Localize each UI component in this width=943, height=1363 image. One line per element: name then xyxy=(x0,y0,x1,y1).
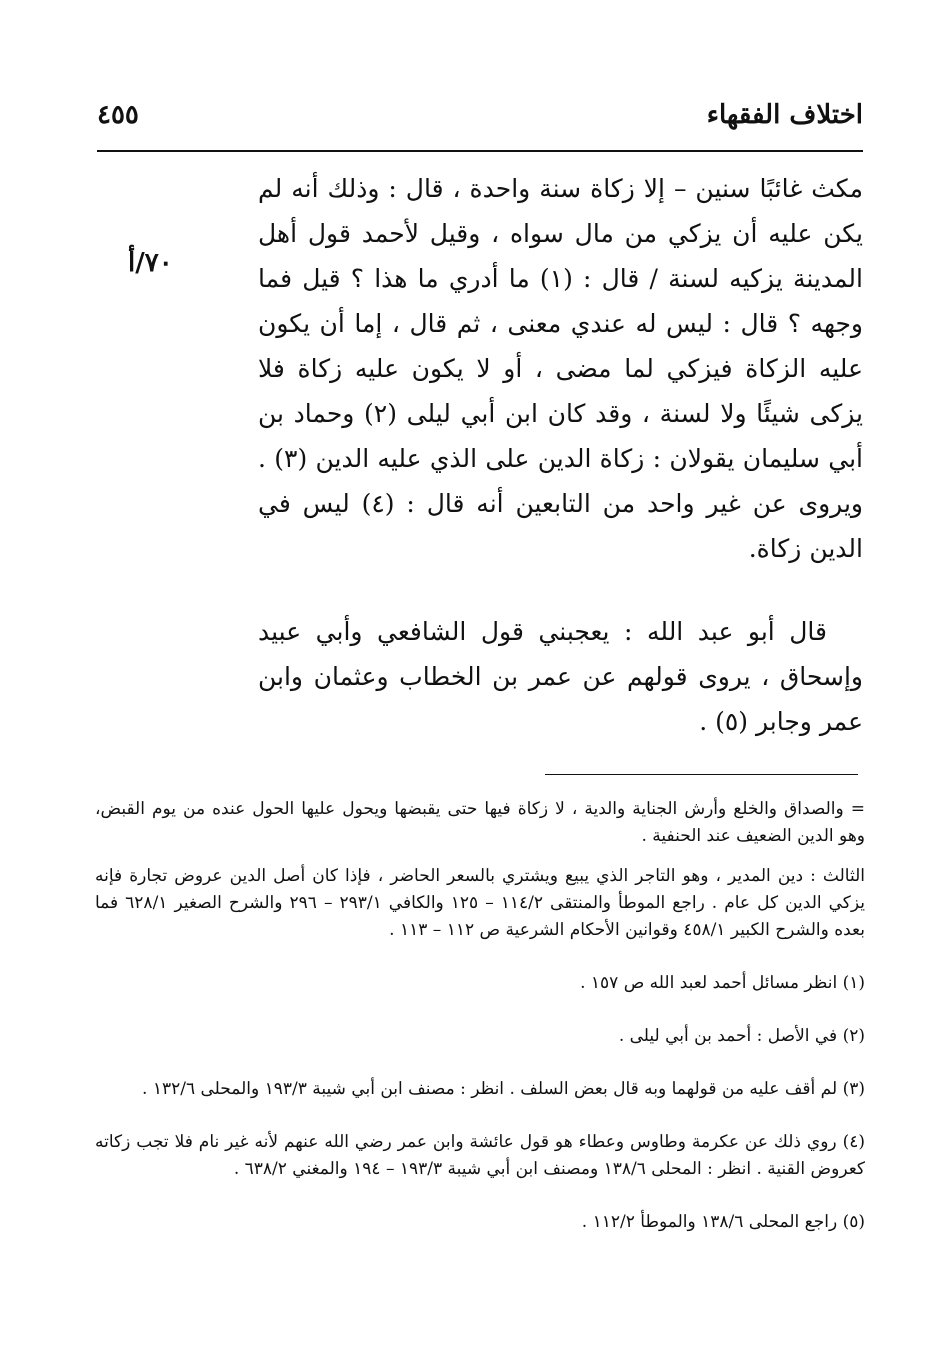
body-paragraph-2: قال أبو عبد الله : يعجبني قول الشافعي وأبي عبيد وإسحاق ، يروى قولهم عن عمر بن الخطاب وعثمان وابن عمر وجابر (٥) . xyxy=(258,617,863,736)
footnote-2: (٢) في الأصل : أحمد بن أبي ليلى . xyxy=(618,1026,865,1046)
footnote-1: (١) انظر مسائل أحمد لعبد الله ص ١٥٧ . xyxy=(580,973,865,993)
footnote-divider xyxy=(545,774,858,775)
footnote-continuation-third: الثالث : دين المدير ، وهو التاجر الذي يبيع ويشتري بالسعر الحاضر ، فإذا كان أصل الدين عروض تجارة فإنه يزكي الدين كل عام . راجع الموطأ والمنتقى ١١٤/٢ – ١٢٥ والكافي ٢٩٣/١ – ٢٩٦ والشرح الصغير ٦٢٨/١ فما بعده والشرح الكبير ٤٥٨/١ وقوانين الأحكام الشرعية ص ١١٢ – ١١٣ . xyxy=(95,866,865,940)
header-divider xyxy=(97,150,863,152)
page-header xyxy=(97,92,863,152)
footnotes xyxy=(95,796,865,1249)
footnote-4: (٤) روي ذلك عن عكرمة وطاوس وعطاء هو قول عائشة وابن عمر رضي الله عنهم لأنه غير نام فلا تجب زكاته كعروض القنية . انظر : المحلى ١٣٨/٦ ومصنف ابن أبي شيبة ١٩٣/٣ – ١٩٤ والمغني ٦٣٨/٢ . xyxy=(95,1132,865,1179)
manuscript-folio-marker: ٧٠/أ xyxy=(128,248,173,278)
footnote-3: (٣) لم أقف عليه من قولهما وبه قال بعض السلف . انظر : مصنف ابن أبي شيبة ١٩٣/٣ والمحلى ١٣٢/٦ . xyxy=(142,1079,865,1099)
main-text xyxy=(258,166,863,744)
page-number: ٤٥٥ xyxy=(97,100,139,130)
body-paragraph-1: مكث غائبًا سنين – إلا زكاة سنة واحدة ، قال : وذلك أنه لم يكن عليه أن يزكي من مال سواه ، وقيل لأحمد قول أهل المدينة يزكيه لسنة / قال : (١) ما أدري ما هذا ؟ قيل فما وجهه ؟ قال : ليس له عندي معنى ، ثم قال ، إما أن يكون عليه الزكاة فيزكي لما مضى ، أو لا يكون عليه زكاة فلا يزكى شيئًا ولا لسنة ، وقد كان ابن أبي ليلى (٢) وحماد بن أبي سليمان يقولان : زكاة الدين على الذي عليه الدين (٣) . ويروى عن غير واحد من التابعين أنه قال : (٤) ليس في الدين زكاة. xyxy=(258,174,864,563)
footnote-continuation: = والصداق والخلع وأرش الجناية والدية ، لا زكاة فيها حتى يقبضها ويحول عليها الحول عنده من يوم القبض، وهو الدين الضعيف عند الحنفية . xyxy=(95,799,865,846)
footnote-5: (٥) راجع المحلى ١٣٨/٦ والموطأ ١١٢/٢ . xyxy=(581,1212,865,1232)
running-title: اختلاف الفقهاء xyxy=(706,100,863,130)
